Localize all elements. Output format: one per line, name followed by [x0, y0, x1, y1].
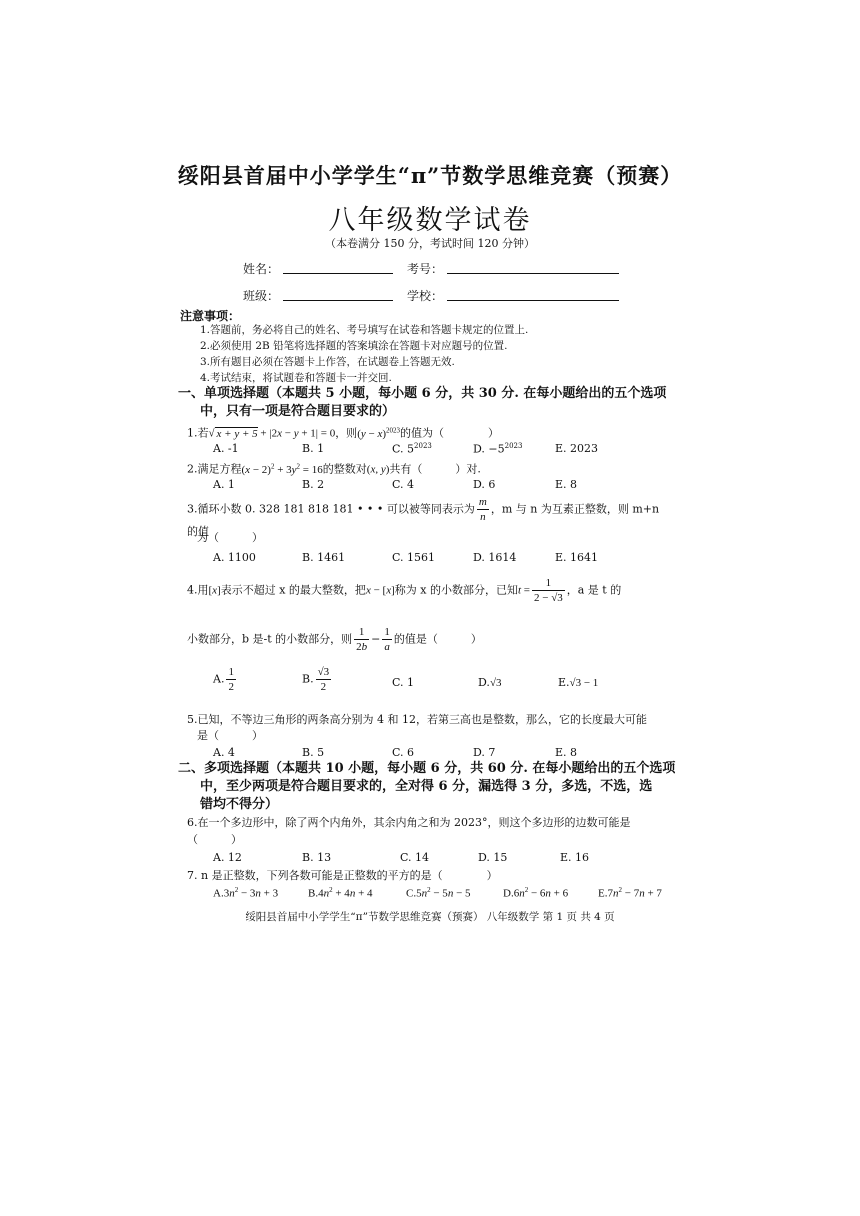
q1-pre: 1.若 — [187, 426, 209, 440]
exam-subtitle: 八年级数学试卷 — [328, 205, 532, 236]
q2-option-d: D. 6 — [473, 478, 496, 491]
q1-exponent: 2023 — [386, 426, 401, 434]
q3-pre: 3.循环小数 0. 328 181 818 181 • • • 可以被等同表示为 — [187, 502, 475, 516]
q4-option-b: B. $\frac{√3}{2}$ — [302, 666, 330, 693]
notes-heading: 注意事项： — [180, 309, 241, 323]
question-1: 1.若√ x + y + 5 + |2x − y + 1| = 0，则$(y - x)^{2023}$的值为（ ） — [187, 426, 500, 440]
q6-option-d: D. 15 — [478, 851, 508, 864]
q1-option-d-exp: 2023 — [504, 442, 523, 450]
q5-option-e: E. 8 — [555, 746, 578, 759]
q3-mid: ，m 与 n 为互素正整数，则 m+n 的值 — [187, 502, 660, 538]
q3-line2: 为（ ） — [197, 531, 263, 544]
q7-option-c: $C.5n^2 - 5n - 5$ — [406, 886, 471, 900]
q3-option-c: C. 1561 — [392, 551, 436, 564]
section2-line2: 中，至少两项是符合题目要求的，全对得 6 分，漏选得 3 分，多选，不选，选 — [200, 779, 653, 794]
section2-line3: 错均不得分） — [200, 797, 279, 812]
school-line — [447, 300, 619, 301]
q4-pre: 4.用 — [187, 583, 209, 597]
q2-option-e: E. 8 — [555, 478, 578, 491]
section1-heading — [178, 385, 698, 421]
note-item: 4.考试结束，将试题卷和答题卡一并交回. — [200, 372, 392, 384]
q4-line2a: 小数部分，b 是-t 的小数部分，则 — [187, 632, 353, 646]
q1-option-c — [392, 442, 432, 456]
q6-option-b: B. 13 — [302, 851, 332, 864]
q1-option-d — [473, 442, 522, 456]
q6-option-a: A. 12 — [213, 851, 242, 864]
note-item: 2.必须使用 2B 铅笔将选择题的答案填涂在答题卡对应题号的位置. — [200, 340, 508, 352]
q4-option-a-label: A. — [213, 672, 225, 686]
q5-option-d: D. 7 — [473, 746, 496, 759]
question-6: 6.在一个多边形中，除了两个内角外，其余内角之和为 2023°，则这个多边形的边数可能是 — [187, 816, 631, 829]
q7-option-c-label: C. — [406, 887, 417, 900]
section2-heading — [178, 760, 698, 814]
q7-option-a-label: A. — [213, 887, 224, 900]
q7-option-e: $E.7n^2 - 7n + 7$ — [598, 886, 662, 900]
q1-option-c-text: C. 5 — [392, 442, 415, 456]
q1-option-a: A. -1 — [213, 442, 239, 455]
q2-post: 共有（ ）对. — [389, 462, 481, 476]
note-item: 1.答题前，务必将自己的姓名、考号填写在试卷和答题卡规定的位置上. — [200, 324, 529, 336]
q6-line2: （ ） — [187, 833, 242, 846]
q1-mid: ，则 — [335, 426, 358, 440]
q2-option-b: B. 2 — [302, 478, 325, 491]
exam-no-label: 考号： — [407, 262, 444, 276]
question-5: 5.已知，不等边三角形的两条高分别为 4 和 12，若第三高也是整数，那么，它的长度最大可能 — [187, 713, 647, 726]
q3-option-d: D. 1614 — [473, 551, 517, 564]
q7-option-b-label: B. — [308, 887, 319, 900]
q7-option-e-label: E. — [598, 887, 608, 900]
exam-title: 绥阳县首届中小学学生“π”节数学思维竞赛（预赛） — [177, 163, 683, 188]
q4-option-b-label: B. — [302, 672, 314, 686]
q1-option-e: E. 2023 — [555, 442, 599, 455]
q2-pre: 2.满足方程 — [187, 462, 242, 476]
q3-option-b: B. 1461 — [302, 551, 346, 564]
q7-option-d: $D.6n^2 - 6n + 6$ — [503, 886, 569, 900]
q7-option-a: $A.3n^2 - 3n + 3$ — [213, 886, 279, 900]
q3-option-e: E. 1641 — [555, 551, 599, 564]
q5-option-c: C. 6 — [392, 746, 415, 759]
q4-option-c: C. 1 — [392, 676, 415, 689]
q4-option-e-label: E. — [558, 676, 570, 689]
q1-option-c-exp: 2023 — [414, 442, 432, 450]
q5-line2: 是（ ） — [197, 729, 263, 742]
question-4: 4.用[x]表示不超过 x 的最大整数，把x − [x]称为 x 的小数部分，已知t = $\frac{1}{2 - √3}$ ，a 是 t 的 — [187, 577, 622, 604]
name-label: 姓名： — [243, 262, 280, 276]
exam-info: （本卷满分 150 分，考试时间 120 分钟） — [325, 237, 535, 250]
q6-option-e: E. 16 — [560, 851, 590, 864]
section1-line1: 一、单项选择题（本题共 5 小题，每小题 6 分，共 30 分. 在每小题给出的五个选项 — [178, 386, 667, 401]
q2-option-c: C. 4 — [392, 478, 415, 491]
name-line — [283, 273, 393, 274]
q2-option-a: A. 1 — [213, 478, 235, 491]
question-2: 2.满足方程$(x - 2)^2 + 3y^2 = 16$的整数对(x, y)共有（ ）对. — [187, 462, 481, 476]
exam-no-line — [447, 273, 619, 274]
q4-line2b: 的值是（ ） — [393, 632, 482, 646]
section2-line1: 二、多项选择题（本题共 10 小题，每小题 6 分，共 60 分. 在每小题给出的五个选项 — [178, 761, 676, 776]
q5-option-b: B. 5 — [302, 746, 325, 759]
q7-option-d-label: D. — [503, 887, 514, 900]
q1-post: 的值为（ ） — [400, 426, 500, 440]
q4-option-a: A. $\frac{1}{2}$ — [213, 666, 234, 693]
class-line — [283, 300, 393, 301]
page-footer: 绥阳县首届中小学学生“π”节数学思维竞赛（预赛） 八年级数学 第 1 页 共 4 页 — [245, 911, 615, 923]
q1-option-b: B. 1 — [302, 442, 325, 455]
school-label: 学校： — [407, 289, 444, 303]
note-item: 3.所有题目必须在答题卡上作答，在试题卷上答题无效. — [200, 356, 455, 368]
question-7: 7. n 是正整数，下列各数可能是正整数的平方的是（ ） — [187, 869, 498, 882]
q3-option-a: A. 1100 — [213, 551, 256, 564]
q7-option-b: $B.4n^2 + 4n + 4$ — [308, 886, 373, 900]
q1-option-d-text: D. −5 — [473, 442, 505, 456]
q4-option-e: E.√3 − 1 — [558, 676, 599, 689]
section1-line2: 中，只有一项是符合题目要求的） — [200, 404, 396, 419]
q4-b: 称为 x 的小数部分，已知 — [394, 583, 518, 597]
question-3: 3.循环小数 0. 328 181 818 181 • • • 可以被等同表示为 $\frac{m}{n}$ ，m 与 n 为互素正整数，则 m+n 的值 — [187, 496, 660, 538]
q4-a: 表示不超过 x 的最大整数，把 — [220, 583, 366, 597]
q4-line2: 小数部分，b 是-t 的小数部分，则 $\frac{1}{2b}$ − $\frac{1}{a}$ 的值是（ ） — [187, 626, 482, 653]
q6-option-c: C. 14 — [400, 851, 430, 864]
q5-option-a: A. 4 — [213, 746, 235, 759]
q4-option-d: D.√3 — [478, 676, 502, 689]
class-label: 班级： — [243, 289, 280, 303]
q2-mid: 的整数对 — [322, 462, 367, 476]
q4-option-d-label: D. — [478, 676, 490, 689]
q4-c: ，a 是 t 的 — [566, 583, 622, 597]
